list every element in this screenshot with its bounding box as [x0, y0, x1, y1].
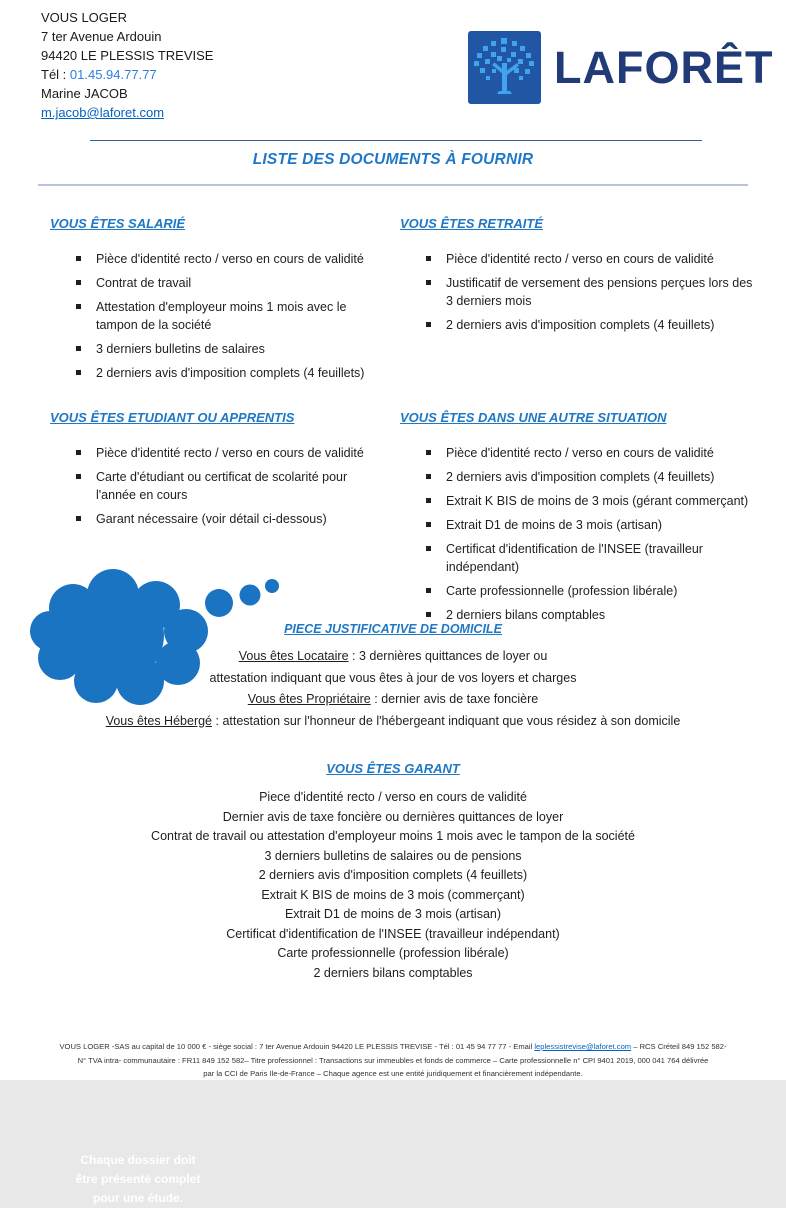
separator: :: [370, 692, 382, 706]
proprietaire-text: dernier avis de taxe foncière: [381, 692, 539, 706]
domicile-heberge-line: [0, 711, 786, 733]
list-item: Pièce d'identité recto / verso en cours de validité: [50, 444, 384, 462]
list-item: Contrat de travail ou attestation d'employeur moins 1 mois avec le tampon de la société: [151, 829, 635, 843]
section-domicile: [0, 620, 786, 732]
legal-footer: [0, 1040, 786, 1081]
list-item: Certificat d'identification de l'INSEE (travailleur indépendant): [400, 540, 762, 576]
section-retraite-list: [400, 250, 762, 334]
section-autre-list: [400, 444, 762, 624]
section-etudiant-list: [50, 444, 384, 528]
section-salarie: [50, 216, 384, 388]
footer-email-link[interactable]: leplessistrevise@laforet.com: [534, 1042, 632, 1051]
locataire-text: 3 dernières quittances de loyer ou: [358, 649, 548, 663]
list-item: Dernier avis de taxe foncière ou dernières quittances de loyer: [222, 809, 564, 824]
heberge-label: Vous êtes Hébergé: [105, 713, 213, 728]
list-item: 2 derniers avis d'imposition complets (4 feuillets): [50, 364, 384, 382]
agency-address-block: [41, 8, 213, 122]
footer-line1-after: – RCS Créteil 849 152 582-: [631, 1042, 727, 1051]
phone-label: Tél :: [41, 67, 70, 82]
list-item: Extrait K BIS de moins de 3 mois (gérant commerçant): [400, 492, 762, 510]
agency-email-link[interactable]: m.jacob@laforet.com: [41, 105, 165, 120]
list-item: 2 derniers avis d'imposition complets (4 feuillets): [400, 316, 762, 334]
proprietaire-label: Vous êtes Propriétaire: [247, 692, 371, 706]
list-item: Carte d'étudiant ou certificat de scolarité pour l'année en cours: [50, 468, 384, 504]
list-item: 2 derniers avis d'imposition complets (4 feuillets): [258, 868, 528, 882]
list-item: 3 derniers bulletins de salaires ou de pensions: [264, 848, 522, 863]
footer-line1-before: VOUS LOGER -SAS au capital de 10 000 € - siège social : 7 ter Avenue Ardouin 94420 LE PLESSIS TREVISE - Tél : 01 45 94 77 77 - Email: [59, 1042, 535, 1051]
agency-contact-name: Marine JACOB: [41, 86, 128, 101]
locataire-label: Vous êtes Locataire: [238, 649, 349, 663]
page-title: LISTE DES DOCUMENTS À FOURNIR: [252, 151, 534, 168]
section-autre-heading: VOUS ÊTES DANS UNE AUTRE SITUATION: [400, 410, 667, 425]
heberge-text: attestation sur l'honneur de l'hébergeant indiquant que vous résidez à son domicile: [222, 713, 681, 728]
footer-line1: [0, 1040, 786, 1054]
list-item: 3 derniers bulletins de salaires: [50, 340, 384, 358]
list-item: Certificat d'identification de l'INSEE (travailleur indépendant): [226, 926, 560, 941]
note-bubble-text: Chaque dossier doit être présenté complet pour une étude.: [75, 1153, 201, 1205]
agency-city: 94420 LE PLESSIS TREVISE: [41, 48, 214, 63]
list-item: 2 derniers bilans comptables: [313, 965, 473, 980]
list-item: 2 derniers avis d'imposition complets (4 feuillets): [400, 468, 762, 486]
section-retraite-heading: VOUS ÊTES RETRAITÉ: [400, 216, 544, 231]
section-garant-heading: VOUS ÊTES GARANT: [326, 761, 460, 776]
section-domicile-heading: PIECE JUSTIFICATIVE DE DOMICILE: [284, 622, 502, 636]
list-item: Carte professionnelle (profession libérale): [400, 582, 762, 600]
agency-name: VOUS LOGER: [41, 10, 127, 25]
domicile-locataire-line2: attestation indiquant que vous êtes à jour de vos loyers et charges: [209, 670, 577, 685]
list-item: Garant nécessaire (voir détail ci-dessous): [50, 510, 384, 528]
section-salarie-heading: VOUS ÊTES SALARIÉ: [50, 216, 186, 231]
phone-number: 01.45.94.77.77: [69, 67, 157, 82]
section-garant-list: [0, 788, 786, 983]
list-item: Extrait D1 de moins de 3 mois (artisan): [284, 907, 502, 921]
list-item: Attestation d'employeur moins 1 mois avec le tampon de la société: [50, 298, 384, 334]
agency-street: 7 ter Avenue Ardouin: [41, 29, 162, 44]
section-salarie-list: [50, 250, 384, 382]
list-item: Piece d'identité recto / verso en cours de validité: [259, 790, 527, 804]
list-item: Pièce d'identité recto / verso en cours de validité: [50, 250, 384, 268]
list-item: Extrait K BIS de moins de 3 mois (commerçant): [261, 887, 525, 902]
footer-line2: N° TVA intra- communautaire : FR11 849 152 582– Titre professionnel : Transactions sur immeubles et fonds de commerce – Carte professionnelle n° CPI 9401 2019, 000 041 764 délivrée: [77, 1055, 709, 1065]
tree-icon: [468, 31, 541, 104]
section-garant: [0, 760, 786, 983]
separator: :: [212, 713, 223, 728]
list-item: Extrait D1 de moins de 3 mois (artisan): [400, 516, 762, 534]
footer-line3: par la CCI de Paris Ile-de-France – Chaque agence est une entité juridiquement et financièrement indépendante.: [203, 1069, 583, 1078]
title-rule-top: [90, 140, 702, 141]
separator: :: [348, 649, 359, 663]
list-item: Pièce d'identité recto / verso en cours de validité: [400, 250, 762, 268]
section-etudiant: [50, 410, 384, 534]
list-item: Pièce d'identité recto / verso en cours de validité: [400, 444, 762, 462]
domicile-proprietaire-line: [0, 689, 786, 711]
list-item: 2 derniers bilans comptables: [400, 606, 762, 624]
section-autre-situation: [400, 410, 762, 630]
section-retraite: [400, 216, 762, 340]
laforet-logo: [468, 31, 773, 104]
domicile-locataire-line: [0, 646, 786, 668]
title-rule-bottom: [38, 184, 748, 186]
list-item: Contrat de travail: [50, 274, 384, 292]
section-etudiant-heading: VOUS ÊTES ETUDIANT OU APPRENTIS: [50, 410, 295, 425]
brand-wordmark: LAFORÊT: [554, 42, 774, 93]
list-item: Justificatif de versement des pensions perçues lors des 3 derniers mois: [400, 274, 762, 310]
agency-phone-line: [41, 65, 213, 84]
list-item: Carte professionnelle (profession libérale): [277, 946, 509, 960]
